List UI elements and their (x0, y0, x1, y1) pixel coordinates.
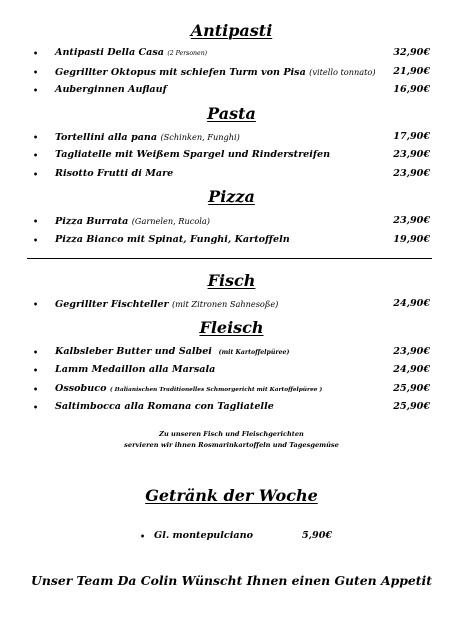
section-title-pizza: Pizza (208, 187, 255, 206)
menu-item (33, 232, 433, 248)
section-title-antipasti: Antipasti (190, 21, 273, 40)
item-price: 19,90€ (393, 234, 430, 245)
item-name: Ossobuco ( Italianischen Traditionelles Schmorgericht mit Kartoffelpüree ) (55, 383, 323, 394)
bullet-icon: • (33, 384, 39, 394)
item-name: Risotto Frutti di Mare (55, 168, 174, 179)
menu-item (33, 399, 433, 415)
item-price: 23,90€ (393, 346, 430, 357)
side-dish-remark-line-1: Zu unseren Fisch und Fleischgerichten (159, 430, 304, 438)
menu-item (33, 129, 433, 145)
item-name: Gegrillter Fischteller (mit Zitronen Sahnesoße) (55, 299, 279, 310)
item-note: (Schinken, Funghi) (160, 132, 240, 142)
bullet-icon: • (33, 169, 39, 179)
item-name: Tortellini alla pana (Schinken, Funghi) (55, 132, 240, 143)
item-price: 24,90€ (393, 298, 430, 309)
item-note: ( Italianischen Traditionelles Schmorgericht mit Kartoffelpüree ) (109, 387, 323, 393)
bullet-icon: • (33, 365, 39, 375)
section-title-fleisch: Fleisch (199, 318, 264, 337)
item-price: 25,90€ (393, 383, 430, 394)
closing-message: Unser Team Da Colin Wünscht Ihnen einen Guten Appetit (31, 573, 432, 588)
item-price: 23,90€ (393, 149, 430, 160)
item-price: 23,90€ (393, 168, 430, 179)
bullet-icon: • (33, 299, 39, 309)
bullet-icon: • (33, 347, 39, 357)
item-price: 17,90€ (393, 131, 430, 142)
item-note: (mit Zitronen Sahnesoße) (171, 299, 279, 309)
bullet-icon: • (140, 531, 146, 541)
menu-item (33, 296, 433, 312)
item-price: 24,90€ (393, 364, 430, 375)
bullet-icon: • (33, 85, 39, 95)
menu-item (33, 147, 433, 163)
bullet-icon: • (33, 132, 39, 142)
item-note: (Garnelen, Rucola) (131, 216, 210, 226)
bullet-icon: • (33, 216, 39, 226)
bullet-icon: • (33, 48, 39, 58)
item-name: Saltimbocca alla Romana con Tagliatelle (55, 401, 274, 412)
item-name: Lamm Medaillon alla Marsala (55, 364, 216, 375)
item-price: 32,90€ (393, 47, 430, 58)
menu-item (33, 381, 433, 397)
bullet-icon: • (33, 402, 39, 412)
bullet-icon: • (33, 235, 39, 245)
bullet-icon: • (33, 150, 39, 160)
section-title-pasta: Pasta (207, 104, 256, 123)
bullet-icon: • (33, 67, 39, 77)
section-divider (27, 258, 432, 259)
item-note: (mit Kartoffelpüree) (218, 349, 290, 356)
menu-item (33, 344, 433, 360)
item-price: 21,90€ (393, 66, 430, 77)
side-dish-remark-line-2: servieren wir ihnen Rosmarinkartoffeln und Tagesgemüse (124, 441, 339, 449)
drink-item (140, 528, 340, 544)
item-name: Antipasti Della Casa (2 Personen) (55, 47, 208, 58)
drink-price: 5,90€ (302, 530, 333, 541)
menu-item (33, 213, 433, 229)
item-price: 23,90€ (393, 215, 430, 226)
menu-item (33, 82, 433, 98)
item-name: Gegrillter Oktopus mit schiefen Turm von Pisa (vitello tonnato) (55, 67, 376, 78)
item-price: 16,90€ (393, 84, 430, 95)
item-name: Tagliatelle mit Weißem Spargel und Rinderstreifen (55, 149, 331, 160)
item-name: Auberginnen Auflauf (55, 84, 167, 95)
menu-item (33, 166, 433, 182)
menu-item (33, 362, 433, 378)
section-title-fisch: Fisch (207, 271, 256, 290)
item-name: Pizza Bianco mit Spinat, Funghi, Kartoffeln (55, 234, 290, 245)
drink-name: Gl. montepulciano (154, 530, 253, 541)
item-price: 25,90€ (393, 401, 430, 412)
item-name: Pizza Burrata (Garnelen, Rucola) (55, 216, 210, 227)
item-note: (2 Personen) (167, 50, 208, 57)
menu-item (33, 45, 433, 61)
item-note: (vitello tonnato) (309, 67, 376, 77)
menu-item (33, 64, 433, 80)
section-title-drink: Getränk der Woche (145, 486, 318, 505)
item-name: Kalbsleber Butter und Salbei (mit Kartoffelpüree) (55, 346, 290, 357)
